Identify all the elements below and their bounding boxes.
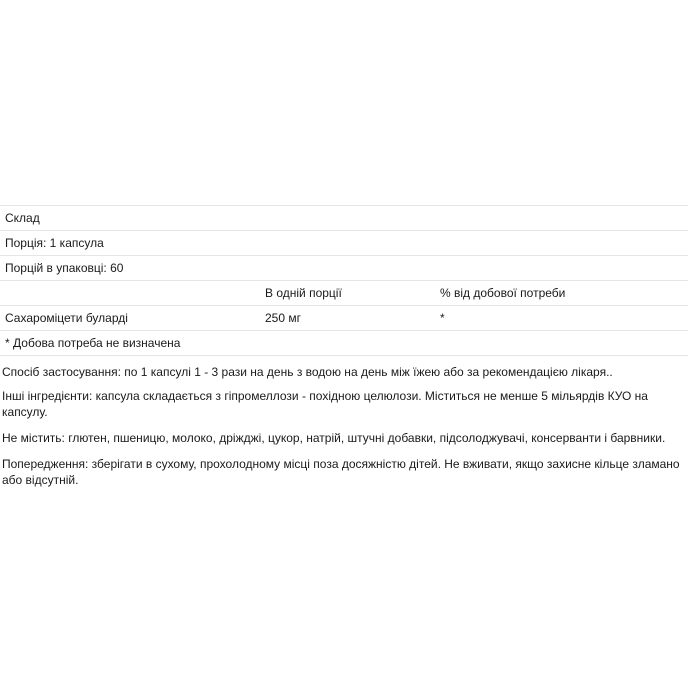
table-row <box>0 206 688 231</box>
product-notes <box>2 364 682 498</box>
table-title: Склад <box>0 206 688 231</box>
table-header-row <box>0 281 688 306</box>
supplement-facts-table <box>0 205 688 356</box>
table-row <box>0 256 688 281</box>
ingredient-daily-value: * <box>435 306 688 331</box>
table-row <box>0 331 688 356</box>
header-daily-value: % від добової потреби <box>435 281 688 306</box>
table-row <box>0 306 688 331</box>
ingredient-amount: 250 мг <box>260 306 435 331</box>
ingredient-name: Сахароміцети буларді <box>0 306 260 331</box>
warning-text: Попередження: зберігати в сухому, прохолодному місці поза досяжністю дітей. Не вживати, якщо захисне кільце зламано або відсутній. <box>2 457 680 487</box>
table-footnote: * Добова потреба не визначена <box>0 331 688 356</box>
ingredients-text: Інші інгредієнти: капсула складається з гіпромеллози - похідною целюлози. Міститься не менше 5 мільярдів КУО на капсулу. <box>2 389 648 419</box>
header-name <box>0 281 260 306</box>
header-per-serving: В одній порції <box>260 281 435 306</box>
usage-text: Спосіб застосування: по 1 капсулі 1 - 3 рази на день з водою на день між їжею або за рекомендацією лікаря.. <box>2 365 613 379</box>
table-row <box>0 231 688 256</box>
servings-per-container: Порцій в упаковці: 60 <box>0 256 688 281</box>
serving-size: Порція: 1 капсула <box>0 231 688 256</box>
free-from-text: Не містить: глютен, пшеницю, молоко, дріжджі, цукор, натрій, штучні добавки, підсолоджувачі, консерванти і барвники. <box>2 431 666 445</box>
